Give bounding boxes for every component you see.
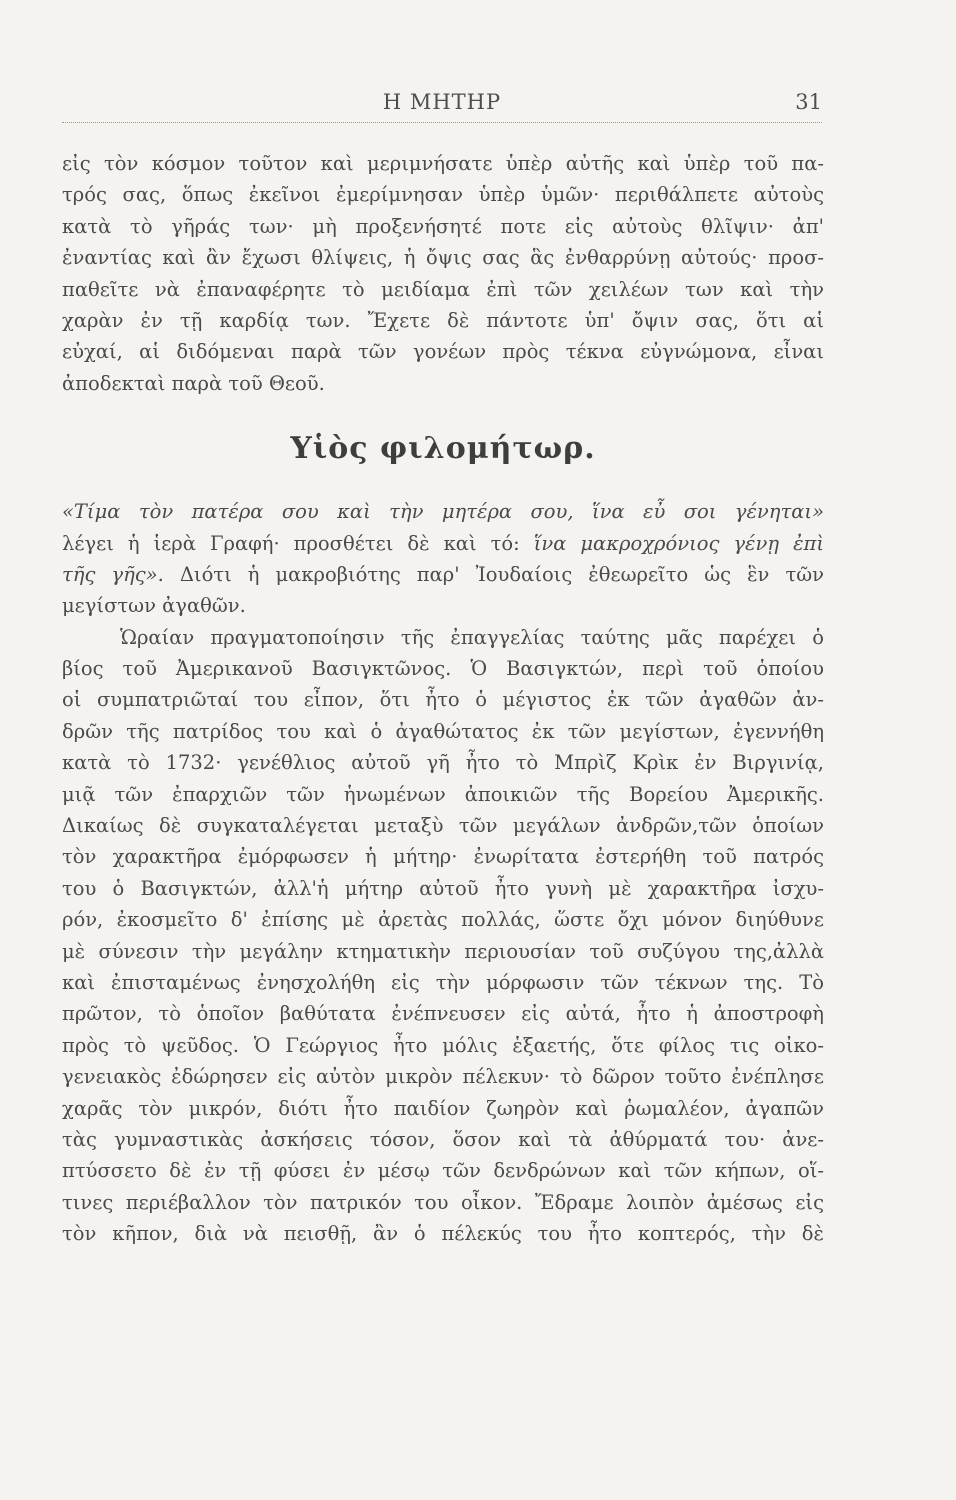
running-title: Η ΜΗΤΗΡ	[382, 90, 502, 114]
text-line: πρῶτον, τὸ ὁποῖον βαθύτατα ἐνέπνευσεν εἰς αὐτά, ἦτο ἡ ἀποστροφὴ	[62, 1002, 824, 1026]
page-header	[62, 90, 822, 126]
text-line: παθεῖτε νὰ ἐπαναφέρητε τὸ μειδίαμα ἐπὶ τῶν χειλέων των καὶ τὴν	[62, 277, 824, 301]
text-line: τρός σας, ὅπως ἐκεῖνοι ἐμερίμνησαν ὑπὲρ ὑμῶν· περιθάλπετε αὐτοὺς	[62, 183, 824, 207]
text-line: βίος τοῦ Ἀμερικανοῦ Βασιγκτῶνος. Ὁ Βασιγκτών, περὶ τοῦ ὁποίου	[62, 657, 824, 681]
paragraph-3	[62, 622, 824, 1250]
paragraph-2	[62, 496, 824, 622]
text-line: πτύσσετο δὲ ἐν τῇ φύσει ἐν μέσῳ τῶν δενδρώνων καὶ τῶν κήπων, οἵ-	[62, 1159, 824, 1183]
italic-span: ἵνα μακροχρόνιος γένῃ ἐπὶ	[533, 531, 824, 555]
text-line: κατὰ τὸ γῆράς των· μὴ προξενήσητέ ποτε εἰς αὐτοὺς θλῖψιν· ἀπ'	[62, 214, 824, 238]
text-span: λέγει ἡ ἱερὰ Γραφή· προσθέτει δὲ καὶ τό:	[62, 531, 534, 555]
text-line	[62, 528, 824, 559]
quote-line: «Τίμα τὸν πατέρα σου καὶ τὴν μητέρα σου, ἵνα εὖ σοι γένηται»	[62, 500, 824, 524]
text-line: γενειακὸς ἐδώρησεν εἰς αὐτὸν μικρὸν πέλεκυν· τὸ δῶρον τοῦτο ἐνέπλησε	[62, 1065, 824, 1089]
text-line: ἀποδεκταὶ παρὰ τοῦ Θεοῦ.	[62, 371, 325, 395]
text-line: ἐναντίας καὶ ἂν ἔχωσι θλίψεις, ἡ ὄψις σας ἃς ἐνθαρρύνῃ αὐτούς· προσ-	[62, 246, 824, 270]
text-line: εὐχαί, αἱ διδόμεναι παρὰ τῶν γονέων πρὸς τέκνα εὐγνώμονα, εἶναι	[62, 340, 824, 364]
text-line: χαρὰν ἐν τῇ καρδίᾳ των. Ἔχετε δὲ πάντοτε ὑπ' ὄψιν σας, ὅτι αἱ	[62, 308, 824, 332]
text-span: Διότι ἡ μακροβιότης παρ' Ἰουδαίοις ἐθεωρεῖτο ὡς ἓν τῶν	[163, 562, 824, 586]
text-line: πρὸς τὸ ψεῦδος. Ὁ Γεώργιος ἦτο μόλις ἑξαετής, ὅτε φίλος τις οἰκο-	[62, 1033, 824, 1057]
text-line: κατὰ τὸ 1732· γενέθλιος αὐτοῦ γῆ ἦτο τὸ Μπρὶζ Κρὶκ ἐν Βιργινίᾳ,	[62, 751, 824, 775]
body-text	[62, 148, 824, 1250]
paragraph-1	[62, 148, 824, 399]
italic-span: τῆς γῆς».	[62, 562, 164, 586]
text-line: του ὁ Βασιγκτών, ἀλλ'ἡ μήτηρ αὐτοῦ ἦτο γυνὴ μὲ χαρακτῆρα ἰσχυ-	[62, 876, 824, 900]
text-line	[62, 559, 824, 590]
page-number: 31	[795, 90, 822, 114]
text-line: τὸν κῆπον, διὰ νὰ πεισθῇ, ἂν ὁ πέλεκύς του ἦτο κοπτερός, τὴν δὲ	[62, 1222, 824, 1246]
text-line: οἱ συμπατριῶταί του εἶπον, ὅτι ἦτο ὁ μέγιστος ἐκ τῶν ἀγαθῶν ἀν-	[62, 688, 824, 712]
section-title: Υἱὸς φιλομήτωρ.	[290, 431, 596, 467]
text-line: μεγίστων ἀγαθῶν.	[62, 594, 246, 618]
text-line: καὶ ἐπισταμένως ἐνησχολήθη εἰς τὴν μόρφωσιν τῶν τέκνων της. Τὸ	[62, 970, 824, 994]
text-line: Ὡραίαν πραγματοποίησιν τῆς ἐπαγγελίας ταύτης μᾶς παρέχει ὁ	[120, 625, 824, 649]
text-line: τινες περιέβαλλον τὸν πατρικόν του οἶκον. Ἔδραμε λοιπὸν ἀμέσως εἰς	[62, 1190, 824, 1214]
text-line: τὰς γυμναστικὰς ἀσκήσεις τόσον, ὅσον καὶ τὰ ἀθύρματά του· ἀνε-	[62, 1127, 824, 1151]
text-line: μιᾷ τῶν ἐπαρχιῶν τῶν ἡνωμένων ἀποικιῶν τῆς Βορείου Ἀμερικῆς.	[62, 782, 824, 806]
text-line: τὸν χαρακτῆρα ἐμόρφωσεν ἡ μήτηρ· ἐνωρίτατα ἐστερήθη τοῦ πατρός	[62, 845, 824, 869]
text-line: χαρᾶς τὸν μικρόν, διότι ἦτο παιδίον ζωηρὸν καὶ ῥωμαλέον, ἀγαπῶν	[62, 1096, 824, 1120]
text-line: δρῶν τῆς πατρίδος του καὶ ὁ ἀγαθώτατος ἐκ τῶν μεγίστων, ἐγεννήθη	[62, 719, 824, 743]
header-rule	[62, 122, 822, 123]
text-line: μὲ σύνεσιν τὴν μεγάλην κτηματικὴν περιουσίαν τοῦ συζύγου της,ἀλλὰ	[62, 939, 824, 963]
text-line: ρόν, ἐκοσμεῖτο δ' ἐπίσης μὲ ἀρετὰς πολλάς, ὥστε ὄχι μόνον διηύθυνε	[62, 908, 824, 932]
text-line: εἰς τὸν κόσμον τοῦτον καὶ μεριμνήσατε ὑπὲρ αὐτῆς καὶ ὑπὲρ τοῦ πα-	[62, 152, 824, 175]
text-line: Δικαίως δὲ συγκαταλέγεται μεταξὺ τῶν μεγάλων ἀνδρῶν,τῶν ὁποίων	[62, 814, 824, 838]
